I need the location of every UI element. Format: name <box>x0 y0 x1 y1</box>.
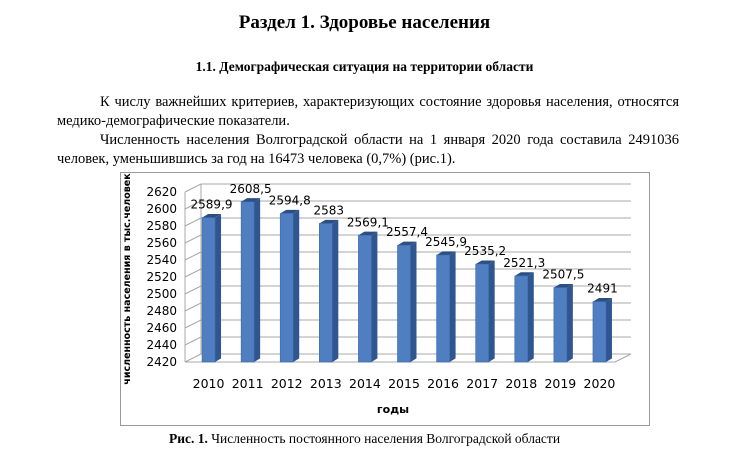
data-label: 2491 <box>587 281 618 296</box>
bar <box>202 218 215 362</box>
gridline-side <box>185 252 201 260</box>
figure-caption <box>0 431 729 447</box>
bar <box>358 235 371 362</box>
bar <box>319 223 332 362</box>
data-label: 2545,9 <box>425 234 468 249</box>
bar-side <box>293 210 299 362</box>
gridline-side <box>185 269 201 277</box>
data-label: 2569,1 <box>346 215 389 230</box>
y-tick-label: 2420 <box>146 355 177 369</box>
x-tick-label: 2015 <box>388 376 420 391</box>
y-tick-label: 2540 <box>146 253 177 267</box>
section-title: Раздел 1. Здоровье населения <box>238 12 491 33</box>
data-label: 2608,5 <box>229 181 272 196</box>
bar <box>241 202 254 362</box>
bar <box>476 264 489 362</box>
x-tick-label: 2020 <box>583 376 616 391</box>
x-tick-label: 2011 <box>231 376 264 391</box>
y-tick-label: 2520 <box>146 270 177 284</box>
bar-side <box>528 272 534 362</box>
bar-side <box>215 214 221 362</box>
bar <box>437 255 450 362</box>
bar <box>593 302 606 362</box>
chart-frame <box>120 172 650 426</box>
y-tick-label: 2560 <box>146 236 177 250</box>
x-tick-label: 2018 <box>505 376 538 391</box>
x-tick-label: 2019 <box>544 376 577 391</box>
x-axis-title: годы <box>376 403 410 416</box>
data-label: 2507,5 <box>542 267 585 282</box>
data-label: 2589,9 <box>190 197 233 212</box>
x-tick-label: 2010 <box>192 376 225 391</box>
paragraph-1: К числу важнейших критериев, характеризующих состояние здоровья населения, относятся медико-демографические показатели. <box>57 94 679 129</box>
gridline-side <box>185 218 201 226</box>
data-label: 2521,3 <box>503 255 546 270</box>
bar <box>280 213 293 362</box>
y-axis-title: численность населения в тыс.человек <box>122 173 133 385</box>
data-label: 2594,8 <box>268 193 311 208</box>
y-tick-label: 2600 <box>146 202 177 216</box>
y-tick-label: 2620 <box>146 185 177 199</box>
y-tick-label: 2440 <box>146 338 177 352</box>
bar <box>515 276 528 362</box>
bar-side <box>254 198 260 362</box>
gridline-side <box>185 337 201 345</box>
bar <box>554 288 567 362</box>
y-tick-label: 2500 <box>146 287 177 301</box>
floor-edge <box>615 354 631 362</box>
y-tick-label: 2480 <box>146 304 177 318</box>
x-tick-label: 2012 <box>270 376 303 391</box>
gridline-side <box>185 286 201 294</box>
gridline-side <box>185 184 201 192</box>
bar-side <box>450 251 456 362</box>
bar-side <box>606 298 612 362</box>
data-label: 2583 <box>313 203 345 218</box>
y-tick-label: 2460 <box>146 321 177 335</box>
gridline-side <box>185 235 201 243</box>
x-tick-label: 2017 <box>466 376 499 391</box>
bar-side <box>411 242 417 362</box>
bar-side <box>567 284 573 362</box>
subsection-title: 1.1. Демографическая ситуация на территории области <box>195 59 534 74</box>
caption-label: Рис. 1. <box>168 431 208 446</box>
bar-side <box>489 260 495 362</box>
x-tick-label: 2016 <box>427 376 459 391</box>
population-bar-chart <box>121 173 649 425</box>
bar-side <box>371 232 377 362</box>
paragraph-2: Численность населения Волгоградской области на 1 января 2020 года составила 2491036 человек, уменьшившись за год на 16473 человека (0,7%) (рис.1). <box>57 132 679 167</box>
x-tick-label: 2014 <box>349 376 381 391</box>
gridline-side <box>185 303 201 311</box>
gridline-side <box>185 354 201 362</box>
data-label: 2535,2 <box>464 244 507 259</box>
data-label: 2557,4 <box>386 225 428 240</box>
bar-side <box>332 220 338 362</box>
y-tick-label: 2580 <box>146 219 177 233</box>
bar <box>398 245 411 362</box>
x-tick-label: 2013 <box>309 376 342 391</box>
caption-text: Численность постоянного населения Волгоградской области <box>207 431 561 446</box>
gridline-side <box>185 320 201 328</box>
